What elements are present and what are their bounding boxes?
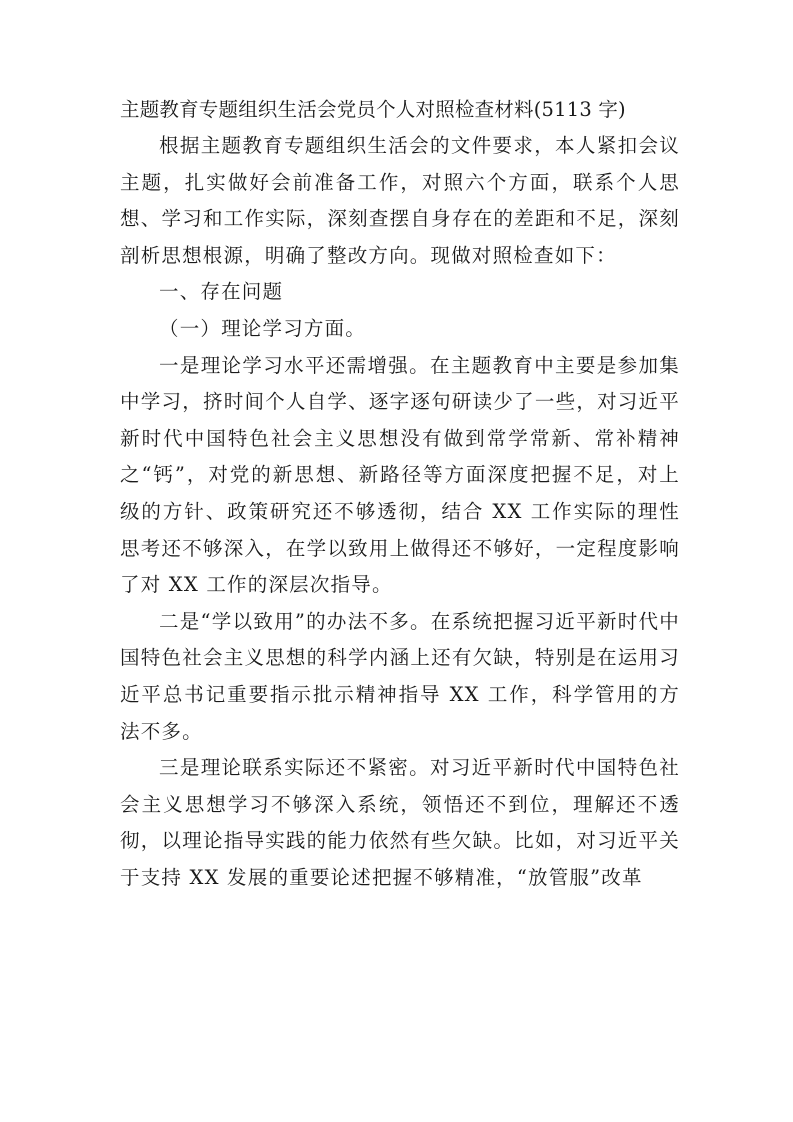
body-paragraph-2: 二是“学以致用”的办法不多。在系统把握习近平新时代中国特色社会主义思想的科学内涵上还有欠缺，特别是在运用习近平总书记重要指示批示精神指导 XX 工作，科学管用的方法不多。 [120, 609, 680, 743]
subsection-heading: （一）理论学习方面。 [159, 316, 367, 340]
intro-paragraph: 根据主题教育专题组织生活会的文件要求，本人紧扣会议主题，扎实做好会前准备工作，对照六个方面，联系个人思想、学习和工作实际，深刻查摆自身存在的差距和不足，深刻剖析思想根源，明确了整改方向。现做对照检查如下： [120, 134, 680, 267]
body-paragraph-3: 三是理论联系实际还不紧密。对习近平新时代中国特色社会主义思想学习不够深入系统，领悟还不到位，理解还不透彻，以理论指导实践的能力依然有些欠缺。比如，对习近平关于支持 XX 发展的重要论述把握不够精准，“放管服”改革 [120, 756, 680, 889]
body-paragraph-1: 一是理论学习水平还需增强。在主题教育中主要是参加集中学习，挤时间个人自学、逐字逐句研读少了一些，对习近平新时代中国特色社会主义思想没有做到常学常新、常补精神之“钙”，对党的新思想、新路径等方面深度把握不足，对上级的方针、政策研究还不够透彻，结合 XX 工作实际的理性思考还不够深入，在学以致用上做得还不够好，一定程度影响了对 XX 工作的深层次指导。 [120, 353, 680, 597]
section-heading: 一、存在问题 [159, 280, 284, 304]
document-title: 主题教育专题组织生活会党员个人对照检查材料(5113 字) [120, 98, 626, 121]
document-page [120, 92, 680, 896]
